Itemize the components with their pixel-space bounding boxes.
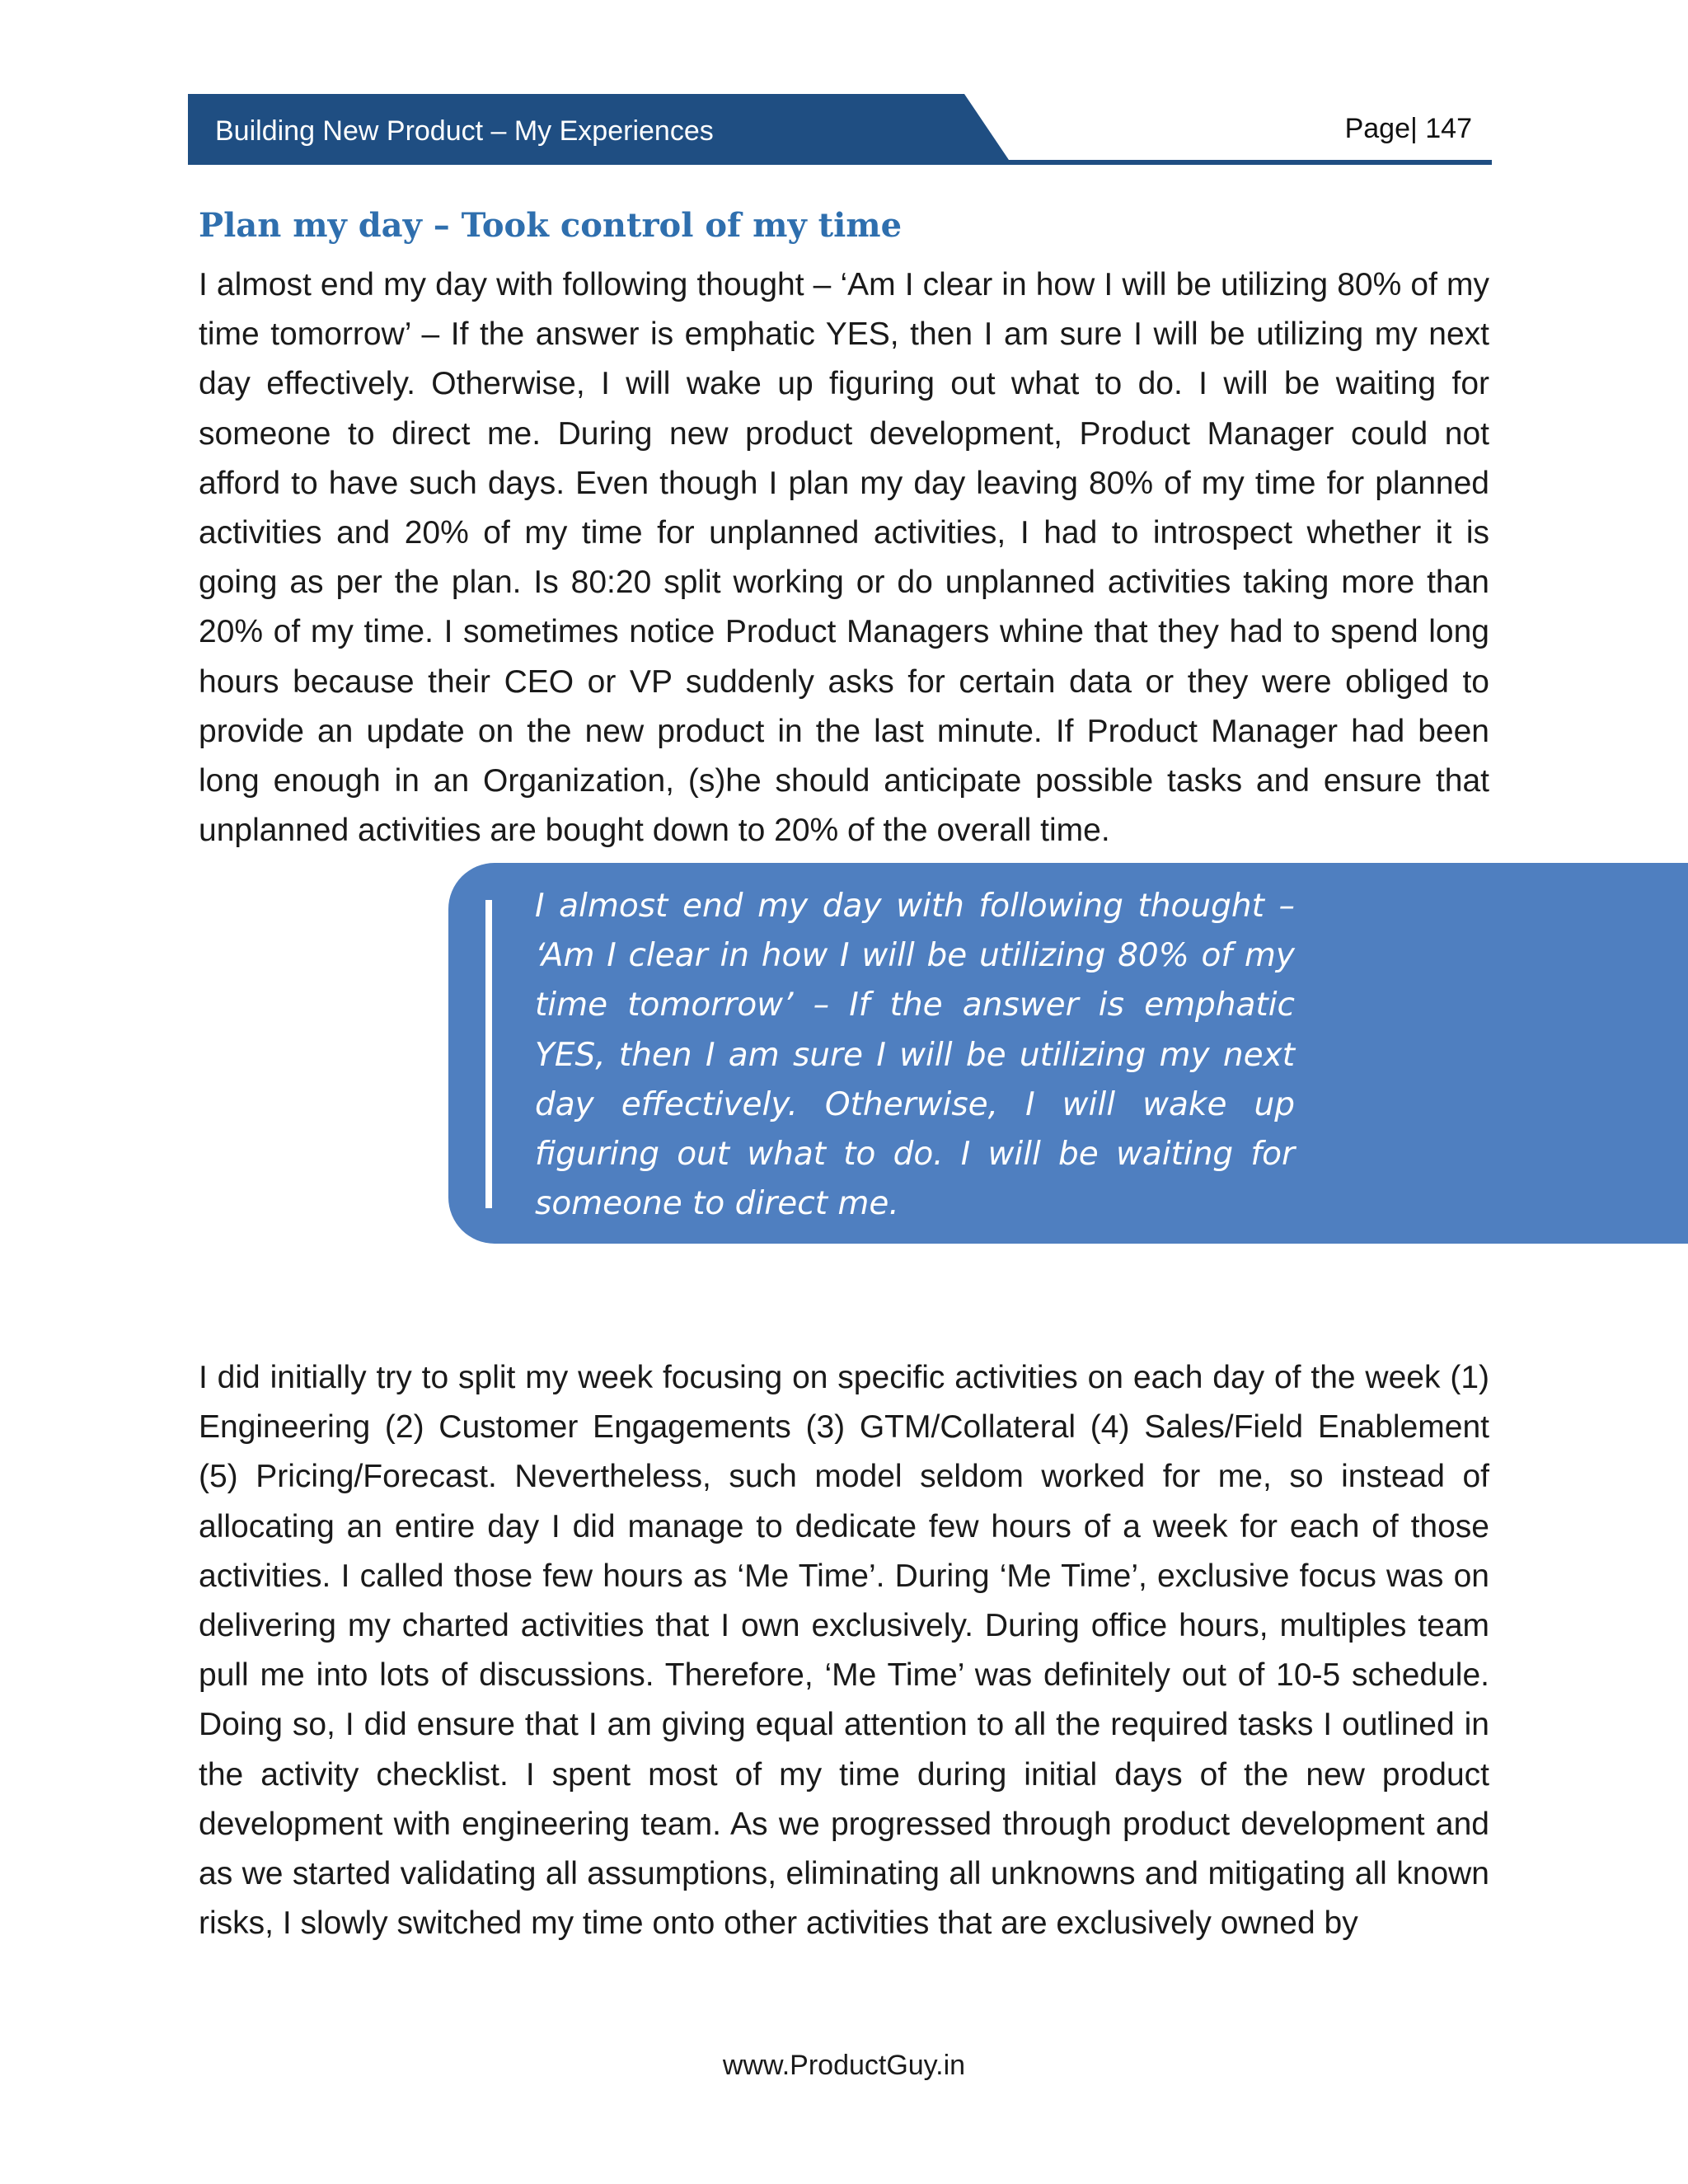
page-number: Page| 147: [1344, 113, 1472, 144]
section-heading: Plan my day – Took control of my time: [199, 206, 903, 245]
header-rule: [188, 160, 1492, 165]
footer-website: www.ProductGuy.in: [722, 2050, 966, 2081]
body-paragraph-1: I almost end my day with following thought – ‘Am I clear in how I will be utilizing 80% of my time tomorrow’ – If the answer is emphatic YES, then I am sure I will be utilizing my next day effectively. Otherwise, I will wake up figuring out what to do. I will be waiting for someone to direct me. During new product development, Product Manager could not afford to have such days. Even though I plan my day leaving 80% of my time for planned activities and 20% of my time for unplanned activities, I had to introspect whether it is going as per the plan. Is 80:20 split working or do unplanned activities taking more than 20% of my time. I sometimes notice Product Managers whine that they had to spend long hours because their CEO or VP suddenly asks for certain data or they were obliged to provide an update on the new product in the last minute. If Product Manager had been long enough in an Organization, (s)he should anticipate possible tasks and ensure that unplanned activities are bought down to 20% of the overall time.: [199, 267, 1489, 849]
pull-quote-bar: [485, 900, 492, 1208]
pull-quote-text: I almost end my day with following thought – ‘Am I clear in how I will be utilizing 80% of my time tomorrow’ – If the answer is emphatic YES, then I am sure I will be utilizing my next day effectively. Otherwise, I will wake up figuring out what to do. I will be waiting for someone to direct me.: [535, 888, 1295, 1223]
running-header-title: Building New Product – My Experiences: [215, 115, 714, 147]
body-paragraph-2: I did initially try to split my week focusing on specific activities on each day of the week (1) Engineering (2) Customer Engagements (3) GTM/Collateral (4) Sales/Field Enablement (5) Pricing/Forecast. Nevertheless, such model seldom worked for me, so instead of allocating an entire day I did manage to dedicate few hours of a week for each of those activities. I called those few hours as ‘Me Time’. During ‘Me Time’, exclusive focus was on delivering my charted activities that I own exclusively. During office hours, multiples team pull me into lots of discussions. Therefore, ‘Me Time’ was definitely out of 10-5 schedule. Doing so, I did ensure that I am giving equal attention to all the required tasks I outlined in the activity checklist. I spent most of my time during initial days of the new product development with engineering team. As we progressed through product development and as we started validating all assumptions, eliminating all unknowns and mitigating all known risks, I slowly switched my time onto other activities that are exclusively owned by: [199, 1360, 1489, 1942]
